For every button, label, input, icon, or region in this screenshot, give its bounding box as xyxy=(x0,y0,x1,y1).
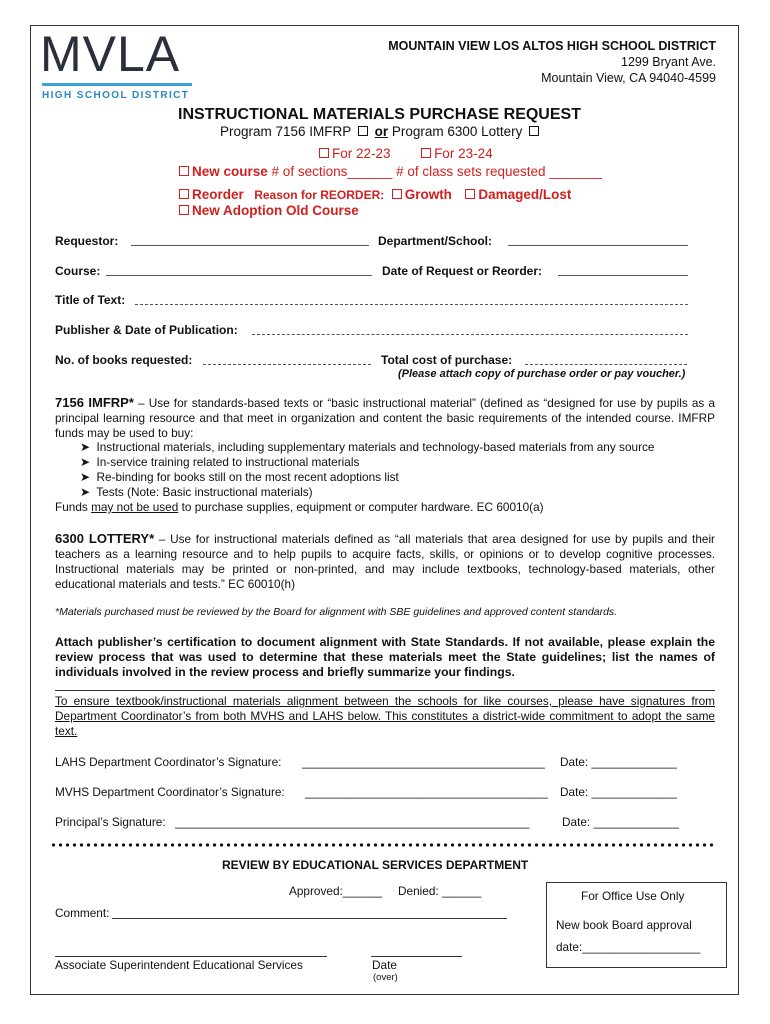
lottery-heading: 6300 LOTTERY* xyxy=(55,531,155,546)
lottery-paragraph xyxy=(55,531,715,592)
comment-label: Comment: xyxy=(55,906,110,920)
office-date[interactable]: date:__________________ xyxy=(556,940,701,954)
sig-lahs-date[interactable]: Date: _____________ xyxy=(560,755,677,769)
requestor-label: Requestor: xyxy=(55,234,119,248)
new-adoption-row xyxy=(176,203,359,218)
sig-lahs-label: LAHS Department Coordinator’s Signature: xyxy=(55,755,282,769)
checkbox-reorder[interactable] xyxy=(179,189,189,199)
damaged-label: Damaged/Lost xyxy=(478,187,572,202)
course-field[interactable] xyxy=(106,263,372,276)
sig-mvhs-date[interactable]: Date: _____________ xyxy=(560,785,677,799)
title-label: Title of Text: xyxy=(55,293,126,307)
program-line xyxy=(220,124,542,139)
sections-field[interactable]: # of sections______ xyxy=(271,164,393,179)
checkbox-new-course[interactable] xyxy=(179,166,189,176)
publisher-field[interactable] xyxy=(252,322,688,335)
sig-mvhs-label: MVHS Department Coordinator’s Signature: xyxy=(55,785,285,799)
date-request-label: Date of Request or Reorder: xyxy=(382,264,543,278)
city: Mountain View, CA 94040-4599 xyxy=(541,71,716,85)
logo-subtitle: HIGH SCHOOL DISTRICT xyxy=(42,90,190,101)
reorder-row xyxy=(176,186,571,204)
reorder-reason: Reason for REORDER: xyxy=(254,188,385,202)
growth-label: Growth xyxy=(404,187,452,202)
department-label: Department/School: xyxy=(378,234,493,248)
title-field[interactable] xyxy=(135,292,688,305)
num-books-label: No. of books requested: xyxy=(55,353,193,367)
lottery-text: – Use for instructional materials defined as “all materials that area designed for use by pupils and their teachers as a learning resource and to help pupils to acquire facts, skills, or opinions or to develop cognitive processes. Instructional materials may be printed or non-printed, and may include textbooks, technology-based materials, other educational materials and tests.” EC 60010(h) xyxy=(55,532,715,591)
assoc-sig-line[interactable] xyxy=(55,956,327,957)
total-cost-field[interactable] xyxy=(525,352,687,365)
checkbox-2324[interactable] xyxy=(421,148,431,158)
course-label: Course: xyxy=(55,264,101,278)
assoc-date-label: Date xyxy=(372,958,397,972)
checkbox-growth[interactable] xyxy=(392,189,402,199)
publisher-label: Publisher & Date of Publication: xyxy=(55,323,238,337)
sig-principal-date[interactable]: Date: _____________ xyxy=(562,815,679,829)
attach-instructions: Attach publisher’s certification to document alignment with State Standards. If not available, please explain the review process that was used to determine that these materials meet the State guidelines; list the names of individuals involved in the review process and briefly summarize your findings. xyxy=(55,635,715,679)
attach-note: (Please attach copy of purchase order or pay voucher.) xyxy=(398,368,686,380)
imfrp-paragraph xyxy=(55,395,715,441)
program-6300: Program 6300 Lottery xyxy=(391,124,523,139)
assoc-label: Associate Superintendent Educational Services xyxy=(55,958,303,972)
total-cost-label: Total cost of purchase: xyxy=(381,353,513,367)
reorder-label: Reorder xyxy=(192,187,244,202)
office-approval: New book Board approval xyxy=(556,918,692,932)
footnote: *Materials purchased must be reviewed by the Board for alignment with SBE guidelines and approved content standards. xyxy=(55,606,618,618)
new-course-row xyxy=(176,164,602,179)
divider xyxy=(55,690,715,691)
or-text: or xyxy=(374,124,389,139)
year-2324: For 23-24 xyxy=(434,146,493,161)
street: 1299 Bryant Ave. xyxy=(621,55,716,69)
program-7156: Program 7156 IMFRP xyxy=(220,124,352,139)
year-2223: For 22-23 xyxy=(332,146,391,161)
bullet-item: ➤ Tests (Note: Basic instructional materials) xyxy=(80,485,313,499)
bullet-item: ➤ Re-binding for books still on the most recent adoptions list xyxy=(80,470,399,484)
checkbox-6300[interactable] xyxy=(529,126,539,136)
sig-principal-label: Principal’s Signature: xyxy=(55,815,166,829)
checkbox-damaged[interactable] xyxy=(465,189,475,199)
year-options xyxy=(316,146,493,161)
requestor-field[interactable] xyxy=(131,233,369,246)
dotted-separator xyxy=(50,843,716,847)
comment-line[interactable] xyxy=(112,918,507,919)
sig-lahs-line[interactable]: _____________________________________ xyxy=(302,755,545,769)
class-sets-field[interactable]: # of class sets requested _______ xyxy=(396,164,602,179)
bullet-item: ➤ In-service training related to instructional materials xyxy=(80,455,360,469)
department-field[interactable] xyxy=(508,233,688,246)
office-title: For Office Use Only xyxy=(581,889,685,903)
new-adoption-label: New Adoption Old Course xyxy=(192,203,359,218)
district-name: MOUNTAIN VIEW LOS ALTOS HIGH SCHOOL DISTRICT xyxy=(388,39,716,53)
imfrp-bullets xyxy=(80,440,654,500)
new-course-label: New course xyxy=(192,164,268,179)
num-books-field[interactable] xyxy=(203,352,371,365)
logo-bar xyxy=(42,83,192,86)
form-title: INSTRUCTIONAL MATERIALS PURCHASE REQUEST xyxy=(178,106,581,123)
sig-principal-line[interactable]: ______________________________________________________ xyxy=(175,815,530,829)
approved-field[interactable]: Approved:______ xyxy=(289,884,383,898)
review-heading: REVIEW BY EDUCATIONAL SERVICES DEPARTMENT xyxy=(222,858,529,872)
checkbox-new-adoption[interactable] xyxy=(179,205,189,215)
checkbox-2223[interactable] xyxy=(319,148,329,158)
checkbox-7156[interactable] xyxy=(358,126,368,136)
imfrp-text: – Use for standards-based texts or “basic instructional material” (defined as “designed for use by pupils as a principal learning resource and that meet in organization and content the basic requirements of the intended course. IMFRP funds may be used to buy: xyxy=(55,396,715,440)
district-address xyxy=(388,38,716,86)
imfrp-heading: 7156 IMFRP* xyxy=(55,395,134,410)
alignment-text: To ensure textbook/instructional materials alignment between the schools for like courses, please have signatures from Department Coordinator’s from both MVHS and LAHS below. This constitutes a district-wide commitment to adopt the same text. xyxy=(55,694,715,738)
over-note: (over) xyxy=(373,972,398,983)
assoc-date-line[interactable] xyxy=(371,956,462,957)
date-request-field[interactable] xyxy=(558,263,688,276)
logo-wordmark: MVLA xyxy=(40,26,181,82)
sig-mvhs-line[interactable]: _____________________________________ xyxy=(305,785,548,799)
funds-note: Funds may not be used to purchase supplies, equipment or computer hardware. EC 60010(a) xyxy=(55,500,544,514)
bullet-item: ➤ Instructional materials, including supplementary materials and technology-based materials from any source xyxy=(80,440,655,454)
denied-field[interactable]: Denied: ______ xyxy=(398,884,482,898)
